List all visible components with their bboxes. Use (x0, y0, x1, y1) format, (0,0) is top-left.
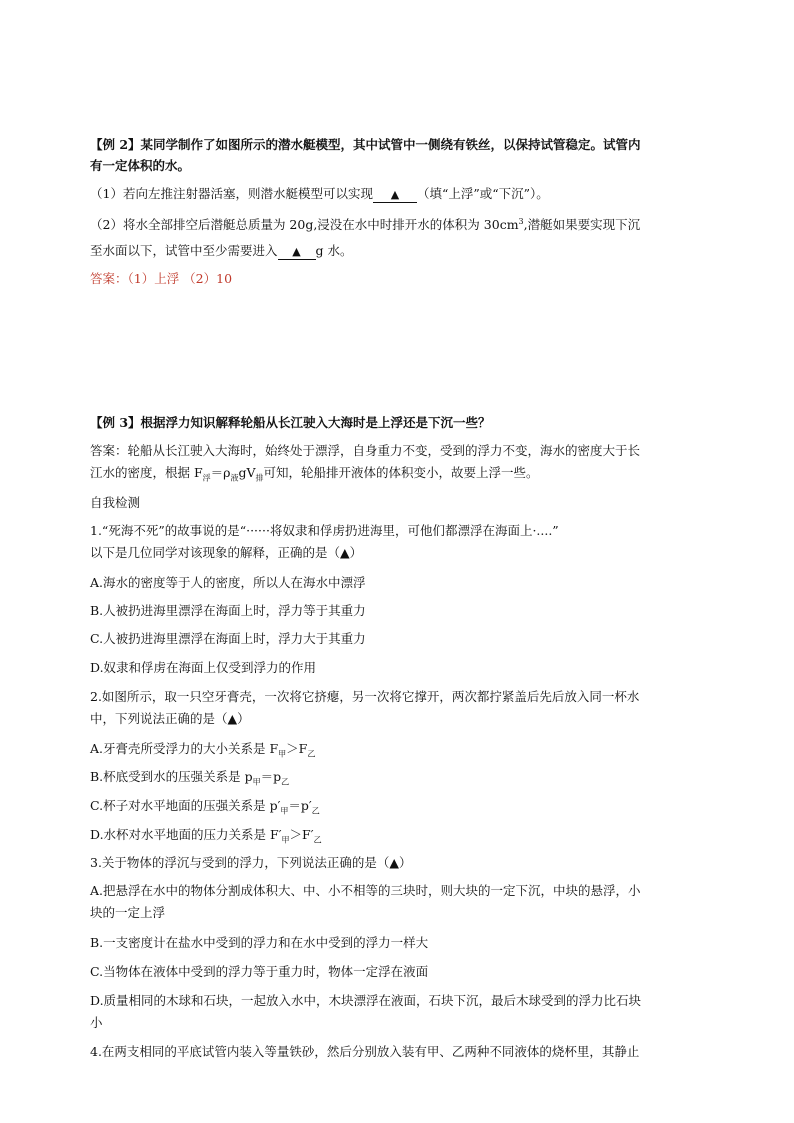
ex3-question: 【例 3】根据浮力知识解释轮船从长江驶入大海时是上浮还是下沉一些？ (90, 415, 491, 430)
q2-a-sub2: 乙 (307, 749, 316, 759)
q1-stem-line2: 以下是几位同学对该现象的解释，正确的是（▲） (90, 545, 363, 560)
ex3-ans-a: 江水的密度，根据 F (90, 465, 203, 480)
q3-option-d-line1: D.质量相同的木球和石块，一起放入水中，木块漂浮在液面，石块下沉，最后木球受到的浮力比石块 (90, 993, 642, 1008)
q2-d-op: ＞F′ (289, 827, 314, 842)
q2-option-d (90, 826, 730, 850)
q2-d-sub1: 甲 (281, 835, 290, 845)
ex2-q2-tail: g 水。 (315, 243, 353, 258)
q1-stem-line1: 1.“死海不死”的故事说的是“······将奴隶和俘虏扔进海里，可他们都漂浮在海面上·....” (90, 523, 559, 538)
q1-option-b: B.人被扔进海里漂浮在海面上时，浮力等于其重力 (90, 603, 366, 618)
q2-b-op: ＝p (260, 769, 282, 784)
q2-b-text: B.杯底受到水的压强关系是 p (90, 769, 253, 784)
ex3-answer-line1: 答案：轮船从长江驶入大海时，始终处于漂浮，自身重力不变，受到的浮力不变，海水的密度大于长 (90, 443, 641, 458)
q4-stem-line1: 4.在两支相同的平底试管内装入等量铁砂，然后分别放入装有甲、乙两种不同液体的烧杯里，其静止 (90, 1044, 640, 1059)
ex2-q1-blank: ▲ (373, 188, 417, 203)
q2-option-c (90, 797, 730, 821)
ex2-q2-text-c: 至水面以下，试管中至少需要进入 (90, 243, 278, 258)
q2-option-b (90, 768, 730, 792)
ex2-q2-text-b: ,潜艇如果要实现下沉 (523, 217, 641, 233)
ex3-ans-d: 可知，轮船排开液体的体积变小，故要上浮一些。 (263, 465, 539, 480)
ex2-q2-sup: 3 (518, 217, 524, 226)
ex2-q2-blank: ▲ (278, 245, 316, 260)
q1-option-c: C.人被扔进海里漂浮在海面上时，浮力大于其重力 (90, 631, 366, 646)
self-check-heading: 自我检测 (90, 495, 141, 510)
q3-stem: 3.关于物体的浮沉与受到的浮力，下列说法正确的是（▲） (90, 855, 412, 870)
ex2-q1-text: （1）若向左推注射器活塞，则潜水艇模型可以实现 (90, 186, 373, 201)
q2-option-a (90, 740, 730, 764)
ex2-q1-tail: （填“上浮”或“下沉”）。 (416, 186, 549, 201)
q3-option-a-line1: A.把悬浮在水中的物体分割成体积大、中、小不相等的三块时，则大块的一定下沉，中块的悬浮，小 (90, 883, 641, 898)
q1-option-a: A.海水的密度等于人的密度，所以人在海水中漂浮 (90, 575, 366, 590)
ex2-intro-line1: 【例 2】某同学制作了如图所示的潜水艇模型，其中试管中一侧绕有铁丝，以保持试管稳定。试管内 (90, 137, 641, 152)
ex3-ans-b: ＝ρ (210, 465, 231, 480)
q2-c-sub1: 甲 (280, 806, 289, 816)
ex2-question-2-line1 (90, 213, 730, 234)
ex2-q2-text-a: （2）将水全部排空后潜艇总质量为 20g,浸没在水中时排开水的体积为 30cm (90, 217, 519, 233)
q3-option-a-line2: 块的一定上浮 (90, 905, 166, 920)
q3-option-b: B.一支密度计在盐水中受到的浮力和在水中受到的浮力一样大 (90, 935, 429, 950)
q2-b-sub2: 乙 (281, 777, 290, 787)
q1-option-d: D.奴隶和俘虏在海面上仅受到浮力的作用 (90, 660, 317, 675)
ex3-answer-line2 (90, 464, 730, 488)
q2-c-sub2: 乙 (311, 806, 320, 816)
q2-c-op: ＝p′ (288, 798, 312, 813)
ex3-ans-sub3: 排 (255, 473, 264, 483)
ex3-ans-sub1: 浮 (202, 473, 211, 483)
ex2-question-1 (90, 185, 730, 203)
q2-stem-line1: 2.如图所示，取一只空牙膏壳，一次将它挤瘪，另一次将它撑开，两次都拧紧盖后先后放入同一杯水 (90, 689, 640, 704)
q2-a-text: A.牙膏壳所受浮力的大小关系是 F (90, 741, 279, 756)
q3-option-d-line2: 小 (90, 1015, 103, 1030)
ex3-ans-c: gV (238, 465, 256, 480)
ex2-answer: 答案：（1）上浮 （2）10 (90, 271, 233, 286)
q2-a-sub1: 甲 (278, 749, 287, 759)
q3-option-c: C.当物体在液体中受到的浮力等于重力时，物体一定浮在液面 (90, 964, 429, 979)
q2-b-sub1: 甲 (252, 777, 261, 787)
q2-stem-line2: 中，下列说法正确的是（▲） (90, 711, 250, 726)
ex3-ans-sub2: 液 (230, 473, 239, 483)
ex2-question-2-line2 (90, 242, 730, 260)
ex2-intro-line2: 有一定体积的水。 (90, 158, 191, 173)
q2-d-sub2: 乙 (313, 835, 322, 845)
q2-d-text: D.水杯对水平地面的压力关系是 F′ (90, 827, 282, 842)
q2-a-op: ＞F (286, 741, 308, 756)
q2-c-text: C.杯子对水平地面的压强关系是 p′ (90, 798, 281, 813)
